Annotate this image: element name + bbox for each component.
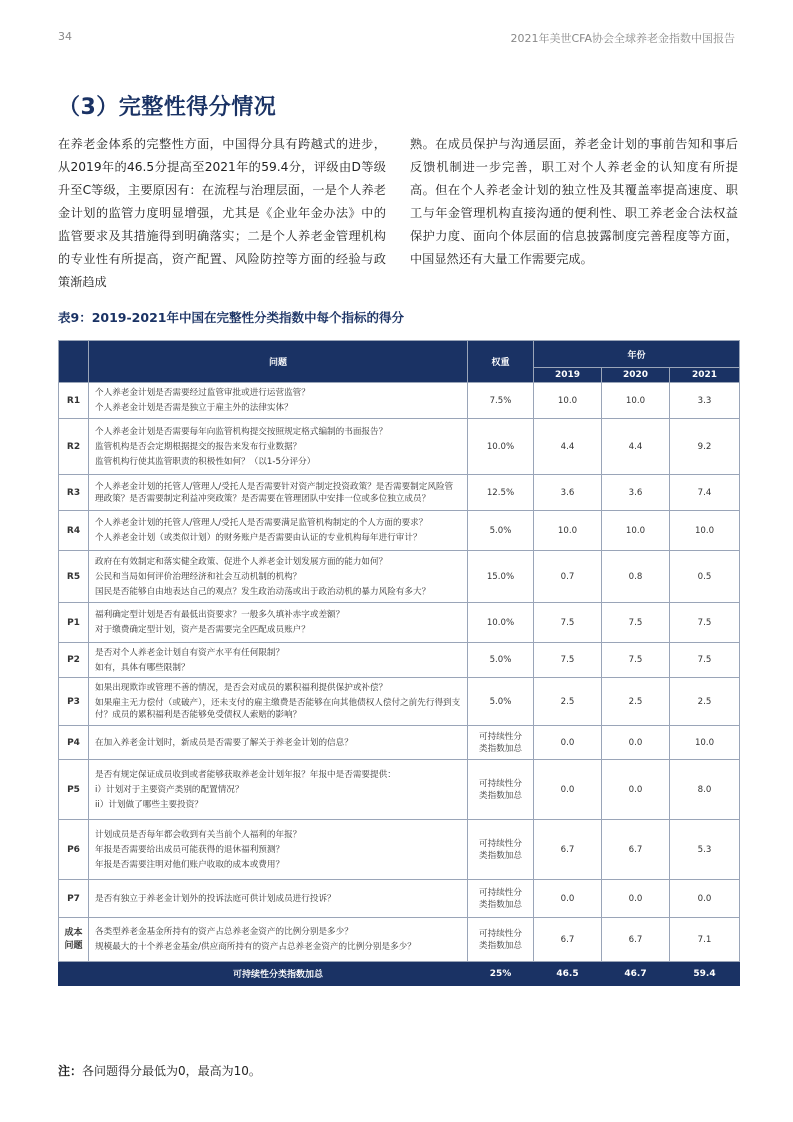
indicator-weight: 10.0% [468,419,534,475]
indicator-weight: 可持续性分类指数加总 [468,820,534,880]
table-row [59,918,740,962]
score-2021: 7.1 [670,918,740,962]
score-2020: 4.4 [602,419,670,475]
question-text: i）计划对于主要资产类别的配置情况？ [95,784,244,795]
question-text: 是否对个人养老金计划自有资产水平有任何限制？ [95,647,285,658]
score-2020: 2.5 [602,678,670,726]
table-row [59,383,740,419]
score-2019: 7.5 [534,643,602,678]
table-header-years: 年份 [534,341,740,368]
indicator-weight: 5.0% [468,678,534,726]
table-header-blank [59,341,89,383]
indicator-questions [89,678,468,726]
score-2020: 0.8 [602,551,670,603]
score-2020: 0.0 [602,726,670,760]
question-text: 在加入养老金计划时，新成员是否需要了解关于养老金计划的信息？ [95,737,353,748]
table-row [59,511,740,551]
indicator-weight: 7.5% [468,383,534,419]
score-2019: 0.7 [534,551,602,603]
total-2020: 46.7 [602,962,670,986]
question-text: 公民和当局如何评价治理经济和社会互动机制的机构？ [95,571,302,582]
indicator-questions [89,603,468,643]
footnote [58,1062,261,1079]
indicator-weight: 可持续性分类指数加总 [468,918,534,962]
footnote-label: 注： [58,1064,83,1078]
question-text: 个人养老金计划（或类似计划）的财务账户是否需要由认证的专业机构每年进行审计？ [95,533,422,543]
score-2021: 10.0 [670,726,740,760]
body-columns [58,133,738,294]
indicator-questions [89,880,468,918]
indicator-weight: 可持续性分类指数加总 [468,760,534,820]
indicator-questions [89,918,468,962]
score-2021: 9.2 [670,419,740,475]
table-row [59,760,740,820]
page-number: 34 [58,30,72,43]
score-2021: 7.4 [670,475,740,511]
indicator-code: R2 [59,419,89,475]
indicator-questions [89,419,468,475]
table-caption: 表9：2019-2021年中国在完整性分类指数中每个指标的得分 [58,310,404,325]
body-text-left: 在养老金体系的完整性方面，中国得分具有跨越式的进步，从2019年的46.5分提高至2021年的59.4分，评级由D等级升至C等级，主要原因有：在流程与治理层面，一是个人养老金计划的监管力度明显增强，尤其是《企业年金办法》中的监管要求及其措施得到明确落实；二是个人养老金管理机构的专业性有所提高，资产配置、风险防控等方面的经验与政策渐趋成 [58,137,386,289]
question-text: 如果出现欺诈或管理不善的情况，是否会对成员的累积福利提供保护或补偿？ [95,683,388,693]
indicator-weight: 可持续性分类指数加总 [468,726,534,760]
score-2021: 10.0 [670,511,740,551]
indicator-weight: 10.0% [468,603,534,643]
question-text: 个人养老金计划是否需要每年向监管机构提交按照规定格式编制的书面报告？ [95,426,388,437]
score-2020: 10.0 [602,383,670,419]
score-2020: 7.5 [602,643,670,678]
indicator-weight: 5.0% [468,511,534,551]
score-2019: 10.0 [534,383,602,419]
indicator-questions [89,383,468,419]
indicator-weight: 5.0% [468,643,534,678]
score-2021: 2.5 [670,678,740,726]
question-text: 监管机构是否会定期根据提交的报告来发布行业数据？ [95,441,302,452]
footnote-text: 各问题得分最低为0，最高为10。 [82,1064,261,1078]
score-2021: 3.3 [670,383,740,419]
score-2021: 5.3 [670,820,740,880]
score-2021: 0.0 [670,880,740,918]
score-2019: 6.7 [534,918,602,962]
question-text: 年报是否需要给出成员可能获得的退休福利预测？ [95,844,285,855]
table-header-question: 问题 [89,341,468,383]
score-2019: 0.0 [534,726,602,760]
table-header-weight: 权重 [468,341,534,383]
score-2019: 0.0 [534,880,602,918]
score-2020: 6.7 [602,918,670,962]
question-text: 个人养老金计划是否需是独立于雇主外的法律实体？ [95,403,293,413]
indicator-code: R5 [59,551,89,603]
indicator-weight: 15.0% [468,551,534,603]
score-2021: 7.5 [670,643,740,678]
table-row [59,603,740,643]
indicator-code: R4 [59,511,89,551]
indicator-weight: 12.5% [468,475,534,511]
indicator-code: P6 [59,820,89,880]
table-row [59,726,740,760]
score-2020: 7.5 [602,603,670,643]
indicator-questions [89,643,468,678]
table-header-year-2019: 2019 [534,368,602,383]
question-text: 各类型养老金基金所持有的资产占总养老金资产的比例分别是多少？ [95,927,353,937]
indicator-questions [89,551,468,603]
score-2021: 8.0 [670,760,740,820]
total-2021: 59.4 [670,962,740,986]
question-text: 如有，具体有哪些限制？ [95,662,190,673]
indicator-code: P5 [59,760,89,820]
question-text: 是否有规定保证成员收到或者能够获取养老金计划年报？年报中是否需要提供： [95,769,396,780]
table-row [59,880,740,918]
score-2020: 3.6 [602,475,670,511]
question-text: 计划成员是否每年都会收到有关当前个人福利的年报？ [95,829,302,840]
score-2021: 0.5 [670,551,740,603]
indicator-questions [89,726,468,760]
score-2021: 7.5 [670,603,740,643]
indicator-code: R1 [59,383,89,419]
table-header-year-2020: 2020 [602,368,670,383]
body-text-right: 熟。在成员保护与沟通层面，养老金计划的事前告知和事后反馈机制进一步完善，职工对个人养老金的认知度有所提高。但在个人养老金计划的独立性及其覆盖率提高速度、职工与年金管理机构直接沟通的便利性、职工养老金合法权益保护力度、面向个体层面的信息披露制度完善程度等方面，中国显然还有大量工作需要完成。 [410,137,738,266]
question-text: 福利确定型计划是否有最低出资要求？一般多久填补赤字或差额？ [95,610,345,620]
indicator-code: P4 [59,726,89,760]
question-text: 国民是否能够自由地表达自己的观点？发生政治动荡或出于政治动机的暴力风险有多大？ [95,586,431,597]
question-text: 监管机构行使其监管职责的积极性如何？（以1-5分评分） [95,456,316,467]
question-text: 政府在有效制定和落实健全政策、促进个人养老金计划发展方面的能力如何？ [95,556,388,567]
indicator-questions [89,760,468,820]
table-header-year-2021: 2021 [670,368,740,383]
question-text: 个人养老金计划的托管人/管理人/受托人是否需要针对资产制定投资政策？是否需要制定风险管理政策？是否需要制定利益冲突政策？是否需要在管理团队中安排一位或多位独立成员？ [95,481,454,504]
score-2019: 3.6 [534,475,602,511]
indicator-code: P2 [59,643,89,678]
indicator-code: P7 [59,880,89,918]
indicator-code: 成本问题 [59,918,89,962]
total-weight: 25% [468,962,534,986]
scores-table [58,340,740,986]
question-text: 个人养老金计划是否需要经过监管审批或进行运营监管？ [95,388,310,398]
table-row [59,475,740,511]
question-text: 对于缴费确定型计划，资产是否需要完全匹配成员账户？ [95,625,310,635]
indicator-questions [89,820,468,880]
total-label: 可持续性分类指数加总 [89,962,468,986]
score-2020: 10.0 [602,511,670,551]
indicator-weight: 可持续性分类指数加总 [468,880,534,918]
question-text: 是否有独立于养老金计划外的投诉法庭可供计划成员进行投诉？ [95,893,336,904]
indicator-questions [89,475,468,511]
indicator-code: P3 [59,678,89,726]
question-text: 年报是否需要注明对他们账户收取的成本或费用？ [95,859,285,870]
indicator-questions [89,511,468,551]
score-2019: 2.5 [534,678,602,726]
table-total-row [59,962,740,986]
section-title: （3）完整性得分情况 [58,95,277,120]
question-text: 个人养老金计划的托管人/管理人/受托人是否需要满足监管机构制定的个人方面的要求？ [95,518,428,528]
score-2019: 0.0 [534,760,602,820]
table-row [59,551,740,603]
table-body [59,383,740,962]
table-row [59,820,740,880]
indicator-code: P1 [59,603,89,643]
score-2020: 6.7 [602,820,670,880]
question-text: 规模最大的十个养老金基金/供应商所持有的资产占总养老金资产的比例分别是多少？ [95,942,416,952]
table-row [59,643,740,678]
question-text: 如果雇主无力偿付（或破产），还未支付的雇主缴费是否能够在向其他债权人偿付之前先行得到支付？成员的累积福利是否能够免受债权人索赔的影响？ [95,698,461,720]
score-2019: 6.7 [534,820,602,880]
score-2019: 7.5 [534,603,602,643]
score-2019: 10.0 [534,511,602,551]
total-2019: 46.5 [534,962,602,986]
table-row [59,419,740,475]
score-2019: 4.4 [534,419,602,475]
indicator-code: R3 [59,475,89,511]
score-2020: 0.0 [602,760,670,820]
question-text: ii）计划做了哪些主要投资？ [95,799,203,810]
running-header: 2021年美世CFA协会全球养老金指数中国报告 [510,32,735,45]
table-row [59,678,740,726]
score-2020: 0.0 [602,880,670,918]
total-code-cell [59,962,89,986]
